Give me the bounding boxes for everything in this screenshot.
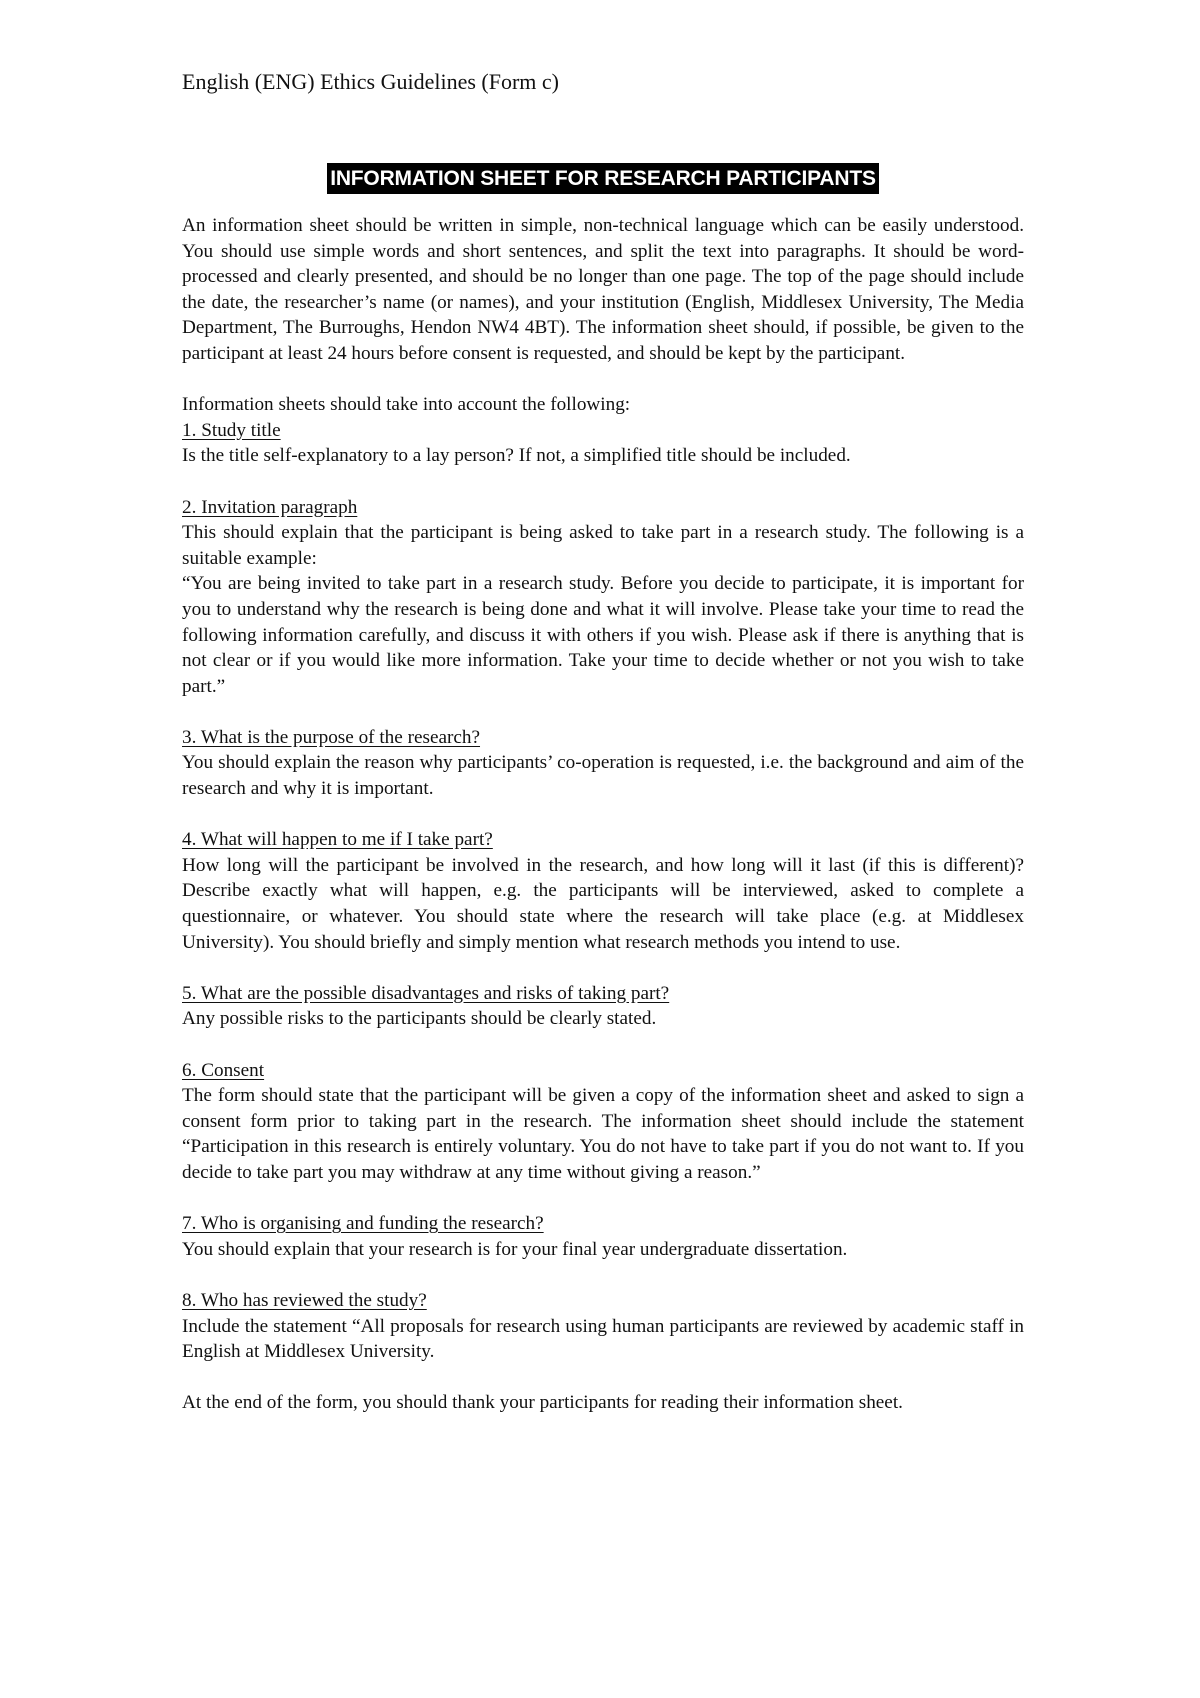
spacer [182, 1186, 1024, 1212]
spacer [182, 1365, 1024, 1391]
document-title: INFORMATION SHEET FOR RESEARCH PARTICIPANTS [327, 163, 879, 194]
section-paragraph: The form should state that the participant will be given a copy of the information sheet and asked to sign a consent form prior to taking part in the research. The information sheet should include the statement “Participation in this research is entirely voluntary. You do not have to take part if you do not want to. If you decide to take part you may withdraw at any time without giving a reason.” [182, 1085, 1024, 1183]
intro-paragraph: An information sheet should be written in simple, non-technical language which can be easily understood. You should use simple words and short sentences, and split the text into paragraphs. It should be word-processed and clearly presented, and should be no longer than one page. The top of the page should include the date, the researcher’s name (or names), and your institution (English, Middlesex University, The Media Department, The Burroughs, Hendon NW4 4BT). The information sheet should, if possible, be given to the participant at least 24 hours before consent is requested, and should be kept by the participant. [182, 215, 1024, 364]
spacer [182, 802, 1024, 828]
section-heading: 7. Who is organising and funding the research? [182, 1213, 544, 1235]
section-risks [182, 981, 1024, 1032]
title-block [182, 163, 1024, 194]
section-paragraph: Is the title self-explanatory to a lay person? If not, a simplified title should be included. [182, 445, 851, 467]
spacer [182, 955, 1024, 981]
section-heading: 6. Consent [182, 1059, 265, 1081]
spacer [182, 1032, 1024, 1058]
section-organising-funding [182, 1211, 1024, 1262]
section-review [182, 1288, 1024, 1365]
section-paragraph: You should explain the reason why participants’ co-operation is requested, i.e. the background and aim of the research and why it is important. [182, 752, 1024, 800]
spacer [182, 469, 1024, 495]
section-study-title [182, 418, 1024, 469]
running-header: English (ENG) Ethics Guidelines (Form c) [182, 69, 559, 94]
closing-paragraph: At the end of the form, you should thank your participants for reading their information sheet. [182, 1392, 903, 1414]
section-heading: 8. Who has reviewed the study? [182, 1289, 427, 1311]
section-heading: 4. What will happen to me if I take part? [182, 829, 493, 851]
spacer [182, 367, 1024, 393]
lead-in-text: Information sheets should take into account the following: [182, 394, 631, 416]
section-heading: 1. Study title [182, 419, 281, 441]
section-paragraph: Any possible risks to the participants should be clearly stated. [182, 1008, 657, 1030]
spacer [182, 699, 1024, 725]
section-consent [182, 1058, 1024, 1186]
section-what-will-happen [182, 827, 1024, 955]
section-heading: 2. Invitation paragraph [182, 496, 358, 518]
section-paragraph: This should explain that the participant is being asked to take part in a research study. The following is a suitable example: [182, 522, 1024, 569]
spacer [182, 1262, 1024, 1288]
section-heading: 3. What is the purpose of the research? [182, 726, 481, 748]
section-paragraph: You should explain that your research is for your final year undergraduate dissertation. [182, 1238, 848, 1260]
document-page [182, 68, 1024, 1416]
section-paragraph: Include the statement “All proposals for research using human participants are reviewed by academic staff in English at Middlesex University. [182, 1315, 1024, 1363]
section-paragraph: How long will the participant be involved in the research, and how long will it last (if this is different)? Describe exactly what will happen, e.g. the participants will be interviewed, asked to complete a questionnaire, or whatever. You should state where the research will take place (e.g. at Middlesex University). You should briefly and simply mention what research methods you intend to use. [182, 854, 1024, 953]
example-quote: “You are being invited to take part in a research study. Before you decide to participate, it is important for you to understand why the research is being done and what it will involve. Please take your time to read the following information carefully, and discuss it with others if you wish. Please ask if there is anything that is not clear or if you would like more information. Take your time to decide whether or not you wish to take part.” [182, 573, 1024, 697]
section-invitation-paragraph [182, 495, 1024, 700]
section-purpose [182, 725, 1024, 802]
section-heading: 5. What are the possible disadvantages and risks of taking part? [182, 982, 670, 1004]
